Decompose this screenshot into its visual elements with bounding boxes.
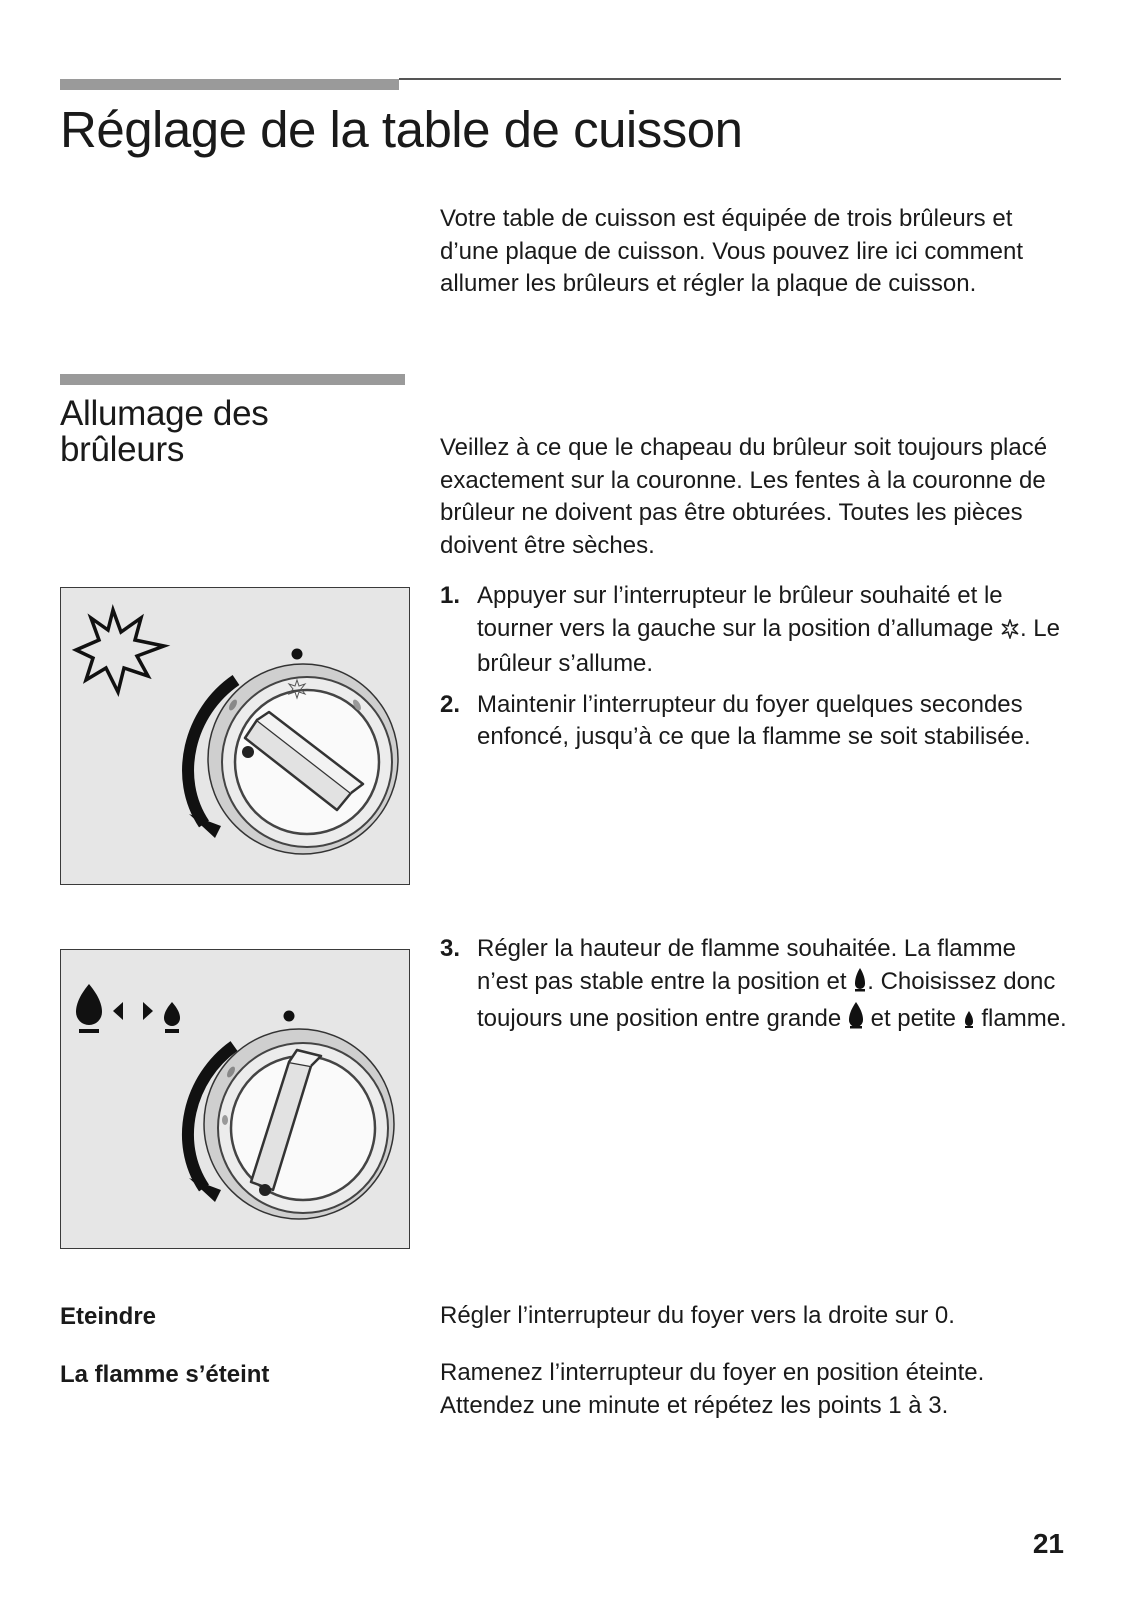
step-text-after: . Le brûleur s’allume. <box>477 614 1060 677</box>
step-number: 1. <box>440 582 461 609</box>
step-3 <box>440 933 1070 1039</box>
section-bar <box>60 374 405 385</box>
arrow-left-icon <box>113 1002 123 1020</box>
step-text-part3: et petite <box>870 1005 957 1032</box>
small-flame-icon <box>963 1006 975 1039</box>
ignition-spark-icon <box>1000 616 1020 649</box>
step-text-part2: . Choisissez donc toujours une position entre grande <box>477 967 1056 1032</box>
position-dot <box>292 649 303 660</box>
step-text: Maintenir l’interrupteur du foyer quelques secondes enfoncé, jusqu’à ce que la flamme se soit stabilisée. <box>477 690 1031 750</box>
text-line-2: Attendez une minute et répétez les points 1 à 3. <box>440 1391 949 1419</box>
section-heading-line2: brûleurs <box>60 430 185 469</box>
title-rule-thin <box>399 78 1061 80</box>
position-dot <box>284 1011 295 1022</box>
step-text-part1: Régler la hauteur de flamme souhaitée. La flamme n’est pas stable entre la position et <box>477 935 1016 995</box>
step-number: 3. <box>440 935 461 962</box>
intro-paragraph: Votre table de cuisson est équipée de trois brûleurs et d’une plaque de cuisson. Vous pouvez lire ici comment allumer les brûleurs et régler la plaque de cuisson. <box>440 205 1024 297</box>
small-flame-icon <box>164 1002 180 1026</box>
flame-level-icons <box>76 984 180 1033</box>
steps-1-2 <box>440 580 1070 754</box>
section-note: Veillez à ce que le chapeau du brûleur soit toujours placé exactement sur la couronne. Les fentes à la couronne de brûleur ne doivent pas être obturées. Toutes les pièces doivent être sèches. <box>440 434 1048 559</box>
page-number: 21 <box>1032 1528 1064 1559</box>
knob-drawing <box>208 664 398 854</box>
step-text-part4: flamme. <box>981 1005 1067 1032</box>
step-text <box>477 580 1070 681</box>
step-number: 2. <box>440 690 461 718</box>
small-flame-icon <box>853 966 867 1002</box>
step-1 <box>440 580 1070 681</box>
section-heading-line1: Allumage des <box>60 394 269 433</box>
section-heading <box>60 396 268 468</box>
arrow-right-icon <box>143 1002 153 1020</box>
page-title: Réglage de la table de cuisson <box>60 101 743 158</box>
label-flamme-eteint: La flamme s’éteint <box>60 1361 270 1388</box>
large-flame-icon <box>76 984 102 1025</box>
knob-drawing <box>204 1029 394 1219</box>
title-bar-thick <box>60 79 399 90</box>
step-text-before: Appuyer sur l’interrupteur le brûleur souhaité et le tourner vers la gauche sur la position d’allumage <box>477 582 1003 642</box>
step-2 <box>440 689 1070 754</box>
text-eteindre: Régler l’interrupteur du foyer vers la droite sur 0. <box>440 1302 955 1329</box>
text-line-1: Ramenez l’interrupteur du foyer en position éteinte. <box>440 1359 985 1386</box>
text-flamme-eteint <box>440 1357 1070 1422</box>
figure-flame-knob <box>60 949 410 1249</box>
ignition-spark-icon <box>76 610 164 692</box>
large-flame-icon <box>848 1001 864 1039</box>
label-eteindre: Eteindre <box>60 1303 157 1330</box>
step-text <box>477 933 1070 1039</box>
figure-ignition-knob <box>60 587 410 885</box>
